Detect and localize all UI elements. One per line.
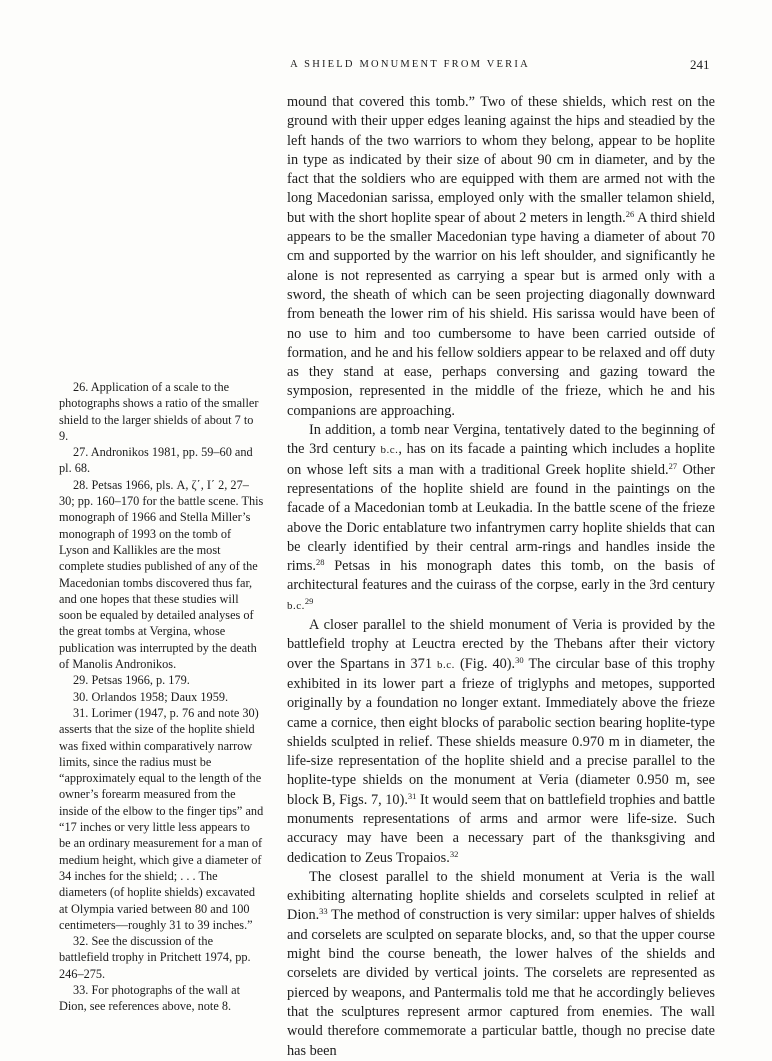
- footnote-ref: 31: [407, 790, 417, 801]
- footnote-31: 31. Lorimer (1947, p. 76 and note 30) asserts that the size of the hoplite shield was fixed within comparatively narrow limits, since the radius must be “approximately equal to the length of the owner’s forearm measured from the inside of the elbow to the finger tips” and “17 inches or very little less appears to be an ordinary measurement for a man of medium height, which give a diameter of 34 inches for the shield; . . . The diameters (of hoplite shields) excavated at Olympia varied between 80 and 100 centimeters—roughly 31 to 39 inches.”: [59, 705, 264, 932]
- footnote-ref: 32: [449, 848, 459, 859]
- text-run: It would seem that on battlefield trophies and battle monuments representations of arms and armor were life-size. Such accuracy may have been a necessary part of the thanksgiving and dedication to Zeus Tropaios.: [287, 791, 715, 866]
- footnote-ref: 29: [304, 595, 314, 606]
- footnote-33: 33. For photographs of the wall at Dion, see references above, note 8.: [59, 982, 241, 1014]
- page-number: 241: [690, 57, 710, 72]
- text-run: (Fig. 40).: [454, 655, 516, 672]
- paragraph-1: [287, 93, 715, 421]
- footnote-29: 29. Petsas 1966, p. 179.: [73, 673, 190, 688]
- footnote-30: 30. Orlandos 1958; Daux 1959.: [73, 689, 229, 704]
- text-run: mound that covered this tomb.” Two of these shields, which rest on the ground with their upper edges leaning against the hips and steadied by the left hands of the two warriors to whom they belong, appear to be hoplite in type as indicated by their size of about 90 cm in diameter, and by the fact that the soldiers who are equipped with them are armed not with the long Macedonian sarissa, employed only with the smaller telamon shield, but with the short hoplite spear of about 2 meters in length.: [287, 94, 715, 226]
- footnote-27: 27. Andronikos 1981, pp. 59–60 and pl. 68.: [59, 445, 253, 476]
- small-caps-era: b.c.: [380, 444, 399, 457]
- footnote-26: 26. Application of a scale to the photographs shows a ratio of the smaller shield to the larger shields of about 7 to 9.: [59, 380, 259, 443]
- text-run: The closest parallel to the shield monument at Veria is the wall exhibiting alternating hoplite shields and corselets sculpted in relief at Dion.: [287, 868, 715, 924]
- running-title: A SHIELD MONUMENT FROM VERIA: [290, 59, 530, 70]
- text-run: In addition, a tomb near Vergina, tentatively dated to the beginning of the 3rd century: [287, 422, 715, 458]
- text-run: The circular base of this trophy exhibited in its lower part a frieze of triglyphs and metopes, supported originally by a foundation no longer extant. Immediately above the frieze came a cornice, then eight blocks of parabolic section bearing hoplite-type shields sculpted in relief. These shields measure 0.970 m in diameter, the life-size representation of the hoplite shield and a precise parallel to the hoplite-type shields on the monument at Veria (diameter 0.950 m, see block B, Figs. 7, 10).: [287, 655, 715, 808]
- text-run: Petsas in his monograph dates this tomb, on the basis of architectural features and the cuirass of the corpse, early in the 3rd century: [287, 558, 715, 594]
- footnote-32: 32. See the discussion of the battlefield trophy in Pritchett 1974, pp. 246–275.: [59, 934, 251, 981]
- text-run: , has on its facade a painting which includes a hoplite on whose left sits a man with a traditional Greek hoplite shield.: [287, 441, 716, 478]
- footnote-28: 28. Petsas 1966, pls. Α, ζ΄, Ι΄ 2, 27–30; pp. 160–170 for the battle scene. This monograph of 1966 and Stella Miller’s monograph of 1993 on the tomb of Lyson and Kallikles are the most complete studies published of any of the Macedonian tombs discovered thus far, and one hopes that these studies will soon be equaled by detailed analyses of the great tombs at Vergina, whose publication was interrupted by the death of Manolis Andronikos.: [59, 477, 264, 672]
- main-text-column: [287, 93, 715, 1061]
- footnote-ref: 26: [625, 208, 635, 219]
- text-run: The method of construction is very similar: upper halves of shields and corselets are sculpted on separate blocks, and, so that the upper course might bind the course beneath, the lower halves of the shields and corselets are divided by vertical joints. The corselets are represented as pierced by weapons, and Pantermalis told me that he accordingly believes that the sculptures represent armor captured from enemies. The wall would therefore commemorate a particular battle, though no precise date has been: [287, 907, 715, 1059]
- footnotes-column: [59, 379, 264, 1015]
- paragraph-4: [287, 868, 715, 1061]
- text-run: A closer parallel to the shield monument of Veria is provided by the battlefield trophy at Leuctra erected by the Thebans after their victory over the Spartans in 371: [287, 617, 715, 672]
- footnote-ref: 30: [515, 654, 524, 665]
- small-caps-era: b.c.: [287, 599, 305, 612]
- paragraph-3: [287, 616, 715, 868]
- text-run: Other representations of the hoplite shield are found in the paintings on the facade of a Macedonian tomb at Leukadia. In the battle scene of the frieze above the Doric entablature two infantrymen carry hoplite shields that can be clearly identified by their central arm-rings and handles inside the rims.: [287, 461, 715, 575]
- small-caps-era: b.c.: [437, 658, 455, 671]
- text-run: A third shield appears to be the smaller Macedonian type having a diameter of about 70 cm and supported by the warrior on his left shoulder, and significantly he alone is not represented as carrying a spear but is armed only with a sword, the sheath of which can be seen projecting diagonally downward from beneath the lower rim of his shield. His sarissa would have been of no use to him and too cumbersome to have been carried outside of formation, and he and his fellow soldiers appear to be relaxed and off duty as they stand at ease, perhaps conversing and gazing toward the symposion, represented in the middle of the frieze, which he and his companions are approaching.: [287, 209, 715, 419]
- paragraph-2: [287, 421, 715, 616]
- footnote-ref: 33: [319, 906, 328, 917]
- footnote-ref: 27: [668, 460, 678, 471]
- footnote-ref: 28: [316, 557, 325, 568]
